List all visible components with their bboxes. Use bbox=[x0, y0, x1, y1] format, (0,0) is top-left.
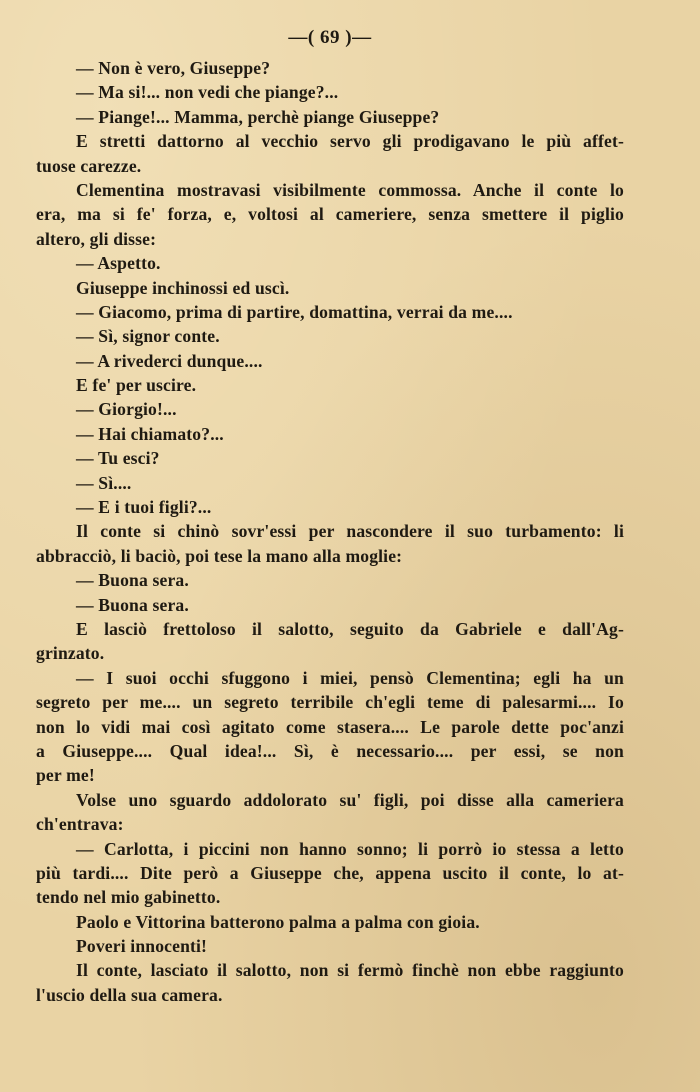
text-line: Volse uno sguardo addolorato su' figli, poi disse alla cameriera bbox=[76, 789, 624, 810]
text-line: — Buona sera. bbox=[76, 594, 189, 615]
text-line: E lasciò frettoloso il salotto, seguito da Gabriele e dall'Ag- bbox=[76, 618, 624, 639]
text-line: — Tu esci? bbox=[76, 448, 160, 469]
text-line: Giuseppe inchinossi ed uscì. bbox=[76, 277, 290, 298]
text-line: — Giacomo, prima di partire, domattina, verrai da me.... bbox=[76, 301, 513, 322]
text-line: per me! bbox=[36, 765, 95, 786]
text-line: ch'entrava: bbox=[36, 814, 124, 835]
text-line: grinzato. bbox=[36, 643, 105, 664]
text-line: Poveri innocenti! bbox=[76, 936, 208, 957]
text-line: — Buona sera. bbox=[76, 570, 189, 591]
text-line: E stretti dattorno al vecchio servo gli prodigavano le più affet- bbox=[76, 131, 624, 152]
text-line: l'uscio della sua camera. bbox=[36, 984, 223, 1005]
text-line: — Carlotta, i piccini non hanno sonno; li porrò io stessa a letto bbox=[76, 838, 624, 859]
text-line: — Piange!... Mamma, perchè piange Giuseppe? bbox=[76, 106, 440, 127]
text-line: — Hai chiamato?... bbox=[76, 423, 224, 444]
text-line: altero, gli disse: bbox=[36, 228, 157, 249]
text-line: — Sì.... bbox=[76, 472, 132, 493]
text-line: a Giuseppe.... Qual idea!... Sì, è necessario.... per essi, se non bbox=[36, 740, 624, 761]
text-line: — Giorgio!... bbox=[76, 399, 177, 420]
text-line: — Ma si!... non vedi che piange?... bbox=[76, 82, 339, 103]
text-line: abbracciò, li baciò, poi tese la mano alla moglie: bbox=[36, 545, 403, 566]
text-line: — A rivederci dunque.... bbox=[76, 350, 263, 371]
text-line: — Aspetto. bbox=[76, 253, 161, 274]
text-line: — I suoi occhi sfuggono i miei, pensò Clementina; egli ha un bbox=[76, 667, 624, 688]
text-line: era, ma si fe' forza, e, voltosi al cameriere, senza smettere il piglio bbox=[36, 204, 624, 225]
text-line: Il conte si chinò sovr'essi per nascondere il suo turbamento: li bbox=[76, 521, 624, 542]
text-line: tuose carezze. bbox=[36, 155, 142, 176]
text-line: Il conte, lasciato il salotto, non si fermò finchè non ebbe raggiunto bbox=[76, 960, 624, 981]
text-line: Clementina mostravasi visibilmente commossa. Anche il conte lo bbox=[76, 179, 624, 200]
page-number-header: —( 69 )— bbox=[288, 27, 372, 48]
text-line: segreto per me.... un segreto terribile ch'egli teme di palesarmi.... Io bbox=[36, 692, 624, 713]
text-line: — Sì, signor conte. bbox=[76, 326, 220, 347]
text-line: più tardi.... Dite però a Giuseppe che, appena uscito il conte, lo at- bbox=[36, 862, 624, 883]
text-line: — E i tuoi figli?... bbox=[76, 497, 212, 518]
text-line: E fe' per uscire. bbox=[76, 375, 197, 396]
text-line: Paolo e Vittorina batterono palma a palma con gioia. bbox=[76, 911, 480, 932]
text-line: non lo vidi mai così agitato come stasera.... Le parole dette poc'anzi bbox=[36, 716, 624, 737]
page-text-body bbox=[36, 56, 624, 1007]
text-line: tendo nel mio gabinetto. bbox=[36, 887, 221, 908]
text-line: — Non è vero, Giuseppe? bbox=[76, 58, 271, 78]
